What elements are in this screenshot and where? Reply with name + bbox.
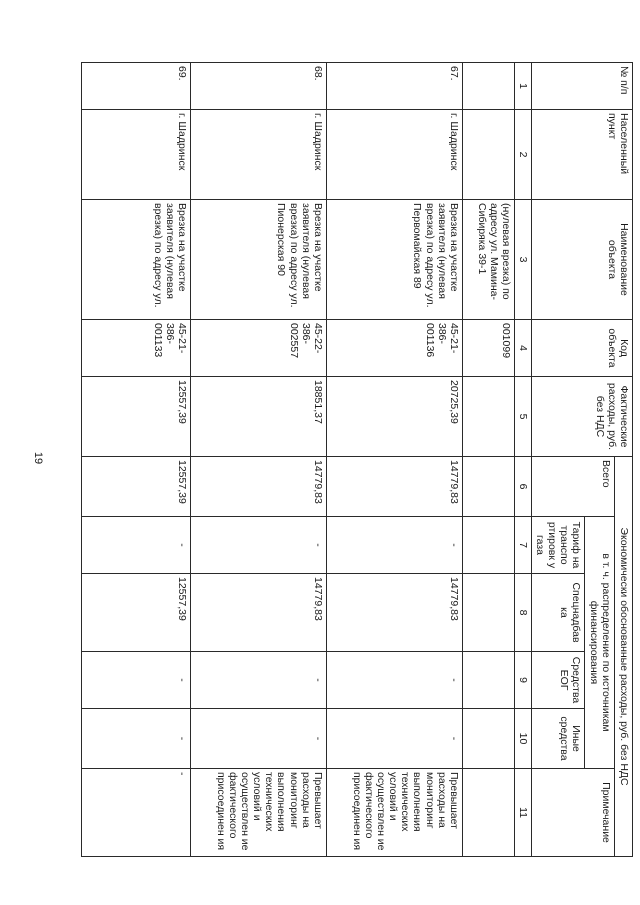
row-other xyxy=(462,709,514,769)
expenses-table xyxy=(81,62,633,857)
row-total: 12557,39 xyxy=(82,457,191,517)
row-note xyxy=(462,769,514,857)
column-number: 4 xyxy=(514,320,531,377)
header-economic-expenses: Экономически обоснованные расходы, руб. без НДС xyxy=(615,457,633,857)
column-number: 8 xyxy=(514,574,531,652)
header-other: Иные средства xyxy=(531,709,584,769)
row-num: 69. xyxy=(82,63,191,110)
header-total: Всего xyxy=(531,457,614,517)
row-other: - xyxy=(190,709,326,769)
row-tariff xyxy=(462,517,514,574)
column-number: 11 xyxy=(514,769,531,857)
header-eog: Средства ЕОГ xyxy=(531,652,584,709)
header-actual-expenses: Фактические расходы, руб. без НДС xyxy=(531,377,632,457)
row-num: 68. xyxy=(190,63,326,110)
row-tariff: - xyxy=(326,517,462,574)
row-eog xyxy=(462,652,514,709)
row-actual: 12557,39 xyxy=(82,377,191,457)
column-number: 5 xyxy=(514,377,531,457)
row-special xyxy=(462,574,514,652)
row-object-code: 45-22-386-002557 xyxy=(190,320,326,377)
row-note: - xyxy=(82,769,191,857)
row-eog: - xyxy=(326,652,462,709)
header-tariff: Тариф на транспо ртировк у газа xyxy=(531,517,584,574)
row-note: Превышает расходы на мониторинг выполнения технических условий и осуществлен ие фактического присоединен ия xyxy=(190,769,326,857)
row-num xyxy=(462,63,514,110)
row-total: 14779,83 xyxy=(190,457,326,517)
row-object-name: Врезка на участке заявителя (нулевая врезка) по адресу ул. Первомайская 89 xyxy=(326,200,462,320)
column-number: 9 xyxy=(514,652,531,709)
row-total xyxy=(462,457,514,517)
row-special: 14779,83 xyxy=(326,574,462,652)
row-total: 14779,83 xyxy=(326,457,462,517)
row-other: - xyxy=(326,709,462,769)
row-num: 67. xyxy=(326,63,462,110)
row-object-code: 45-21-386-001133 xyxy=(82,320,191,377)
row-tariff: - xyxy=(82,517,191,574)
row-settlement xyxy=(462,110,514,200)
rotated-table-container xyxy=(81,62,633,856)
page-number: 19 xyxy=(32,451,44,465)
header-settlement: Населенный пункт xyxy=(531,110,632,200)
row-object-code: 45-21-386-001136 xyxy=(326,320,462,377)
table-row xyxy=(326,63,462,857)
row-object-name: (нулевая врезка) по адресу ул. Мамина-Сибиряка 39-1 xyxy=(462,200,514,320)
row-settlement: г. Шадринск xyxy=(326,110,462,200)
header-special: Спецнадбав ка xyxy=(531,574,584,652)
row-tariff: - xyxy=(190,517,326,574)
row-object-code: 001099 xyxy=(462,320,514,377)
header-num: № п/п xyxy=(531,63,632,110)
row-object-name: Врезка на участке заявителя (нулевая врезка) по адресу ул. xyxy=(82,200,191,320)
row-object-name: Врезка на участке заявителя (нулевая врезка) по адресу ул. Пионерская 90 xyxy=(190,200,326,320)
row-settlement: г. Шадринск xyxy=(190,110,326,200)
column-number: 2 xyxy=(514,110,531,200)
column-number: 1 xyxy=(514,63,531,110)
column-number: 7 xyxy=(514,517,531,574)
table-row xyxy=(462,63,514,857)
row-special: 14779,83 xyxy=(190,574,326,652)
row-settlement: г. Шадринск xyxy=(82,110,191,200)
column-number-row xyxy=(514,63,531,857)
row-eog: - xyxy=(82,652,191,709)
row-actual xyxy=(462,377,514,457)
table-row xyxy=(82,63,191,857)
row-actual: 18851,37 xyxy=(190,377,326,457)
header-row-1 xyxy=(615,63,633,857)
column-number: 3 xyxy=(514,200,531,320)
header-object-code: Код объекта xyxy=(531,320,632,377)
row-note: Превышает расходы на мониторинг выполнения технических условий и осуществлен ие фактического присоединен ия xyxy=(326,769,462,857)
row-other: - xyxy=(82,709,191,769)
row-actual: 20725,39 xyxy=(326,377,462,457)
table-row xyxy=(190,63,326,857)
row-special: 12557,39 xyxy=(82,574,191,652)
header-note: Примечание xyxy=(531,769,614,857)
column-number: 6 xyxy=(514,457,531,517)
header-distribution: в т. ч. распределение по источникам финансирования xyxy=(585,517,615,769)
column-number: 10 xyxy=(514,709,531,769)
header-object-name: Наименование объекта xyxy=(531,200,632,320)
row-eog: - xyxy=(190,652,326,709)
